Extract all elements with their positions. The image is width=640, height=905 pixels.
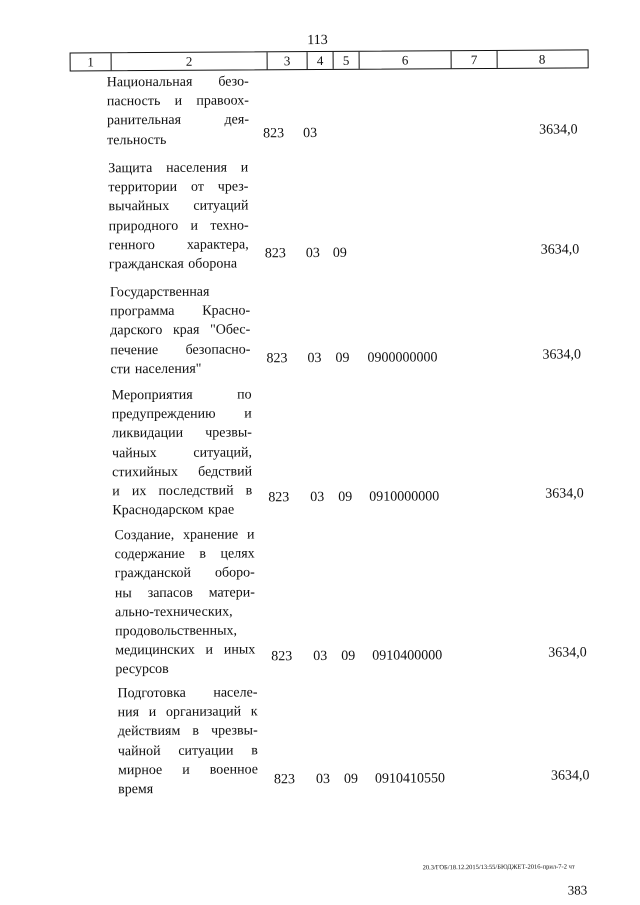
row-code: 823 (266, 351, 288, 367)
column-header-4: 4 (307, 52, 333, 69)
row-code: 823 (264, 246, 286, 262)
row-name-line: ликвидации чрезвы- (111, 425, 252, 442)
row-name-line: чайной ситуации в (117, 742, 258, 759)
table-row (0, 156, 638, 273)
row-name-line: Государственная (109, 284, 210, 301)
column-header-3: 3 (267, 52, 307, 69)
row-section: 03 (307, 350, 322, 367)
row-name-line: продовольственных, (115, 623, 238, 640)
row-name-line: Мероприятия по (111, 387, 252, 404)
row-name-line: программа Красно- (110, 303, 251, 320)
row-name (117, 683, 258, 799)
column-header-5: 5 (333, 52, 359, 69)
row-name-line: гражданская оборона (108, 256, 238, 273)
row-code: 823 (268, 490, 290, 506)
row-name-line: содержание в целях (114, 546, 255, 563)
page-number: 113 (307, 32, 328, 49)
column-header-8: 8 (497, 50, 587, 68)
row-name-line: генного характера, (108, 237, 249, 254)
row-subsection: 09 (338, 489, 353, 505)
table-header-row (70, 49, 589, 71)
row-name-line: Защита населения и (108, 160, 249, 177)
column-header-6: 6 (359, 51, 451, 69)
row-name-line: природного и техно- (108, 218, 249, 234)
column-header-2: 2 (111, 52, 267, 70)
table-row (0, 383, 640, 519)
row-name-line: ния и организаций к (117, 704, 258, 721)
row-amount: 3634,0 (550, 768, 590, 784)
table-row (0, 280, 639, 378)
row-name-line: Краснодарском крае (112, 502, 235, 519)
row-target: 0910400000 (372, 648, 443, 664)
row-name (107, 72, 249, 150)
row-code: 823 (271, 649, 293, 665)
row-name-line: ранительная дея- (106, 112, 250, 129)
row-section: 03 (313, 648, 328, 665)
column-header-1: 1 (87, 54, 94, 70)
row-name-line: время (118, 782, 154, 798)
row-name-line: сти населения" (110, 361, 202, 378)
row-name-line: гражданской оборо- (114, 565, 255, 582)
row-name-line: стихийных бедствий (112, 464, 253, 481)
row-section: 03 (305, 245, 320, 262)
row-name (112, 385, 253, 520)
row-amount: 3634,0 (539, 122, 578, 138)
row-name-line: Создание, хранение и (114, 527, 255, 544)
row-name-line: тельность (107, 132, 167, 148)
row-name-line: печение безопасно- (110, 342, 251, 358)
row-subsection: 09 (343, 771, 359, 787)
row-name-line: медицинских и иных (115, 642, 256, 659)
table-row (0, 523, 640, 678)
row-section: 03 (315, 771, 331, 788)
row-name-line: предупреждению и (111, 406, 252, 423)
row-code: 823 (273, 772, 296, 788)
row-section: 03 (310, 489, 325, 506)
row-subsection: 09 (332, 245, 347, 261)
footer-page-number: 383 (567, 882, 588, 898)
row-name (114, 525, 255, 679)
row-name (110, 282, 251, 379)
row-name-line: ально-технических, (114, 604, 233, 621)
row-name-line: территории от чрез- (108, 179, 249, 196)
row-name-line: и их последствий в (112, 483, 253, 500)
row-name-line: дарского края "Обес- (110, 322, 251, 339)
row-name-line: пасность и правоох- (106, 93, 249, 110)
row-name-line: ны запасов матери- (114, 585, 255, 601)
row-name-line: ресурсов (115, 662, 169, 678)
table-row (1, 681, 640, 798)
row-section: 03 (303, 126, 318, 142)
row-target: 0910000000 (369, 489, 440, 505)
footer-document-id: 20.3/ГОБ/18.12.2015/13:55/БЮДЖЕТ-2016-прил-7-2 чт (422, 863, 575, 872)
row-name-line: вычайных ситуаций (108, 198, 249, 215)
row-subsection: 09 (335, 350, 350, 366)
row-name-line: Национальная безо- (106, 74, 249, 91)
row-amount: 3634,0 (545, 486, 584, 502)
row-amount: 3634,0 (548, 645, 587, 661)
row-code: 823 (263, 126, 285, 142)
row-name-line: мирное и военное (117, 762, 258, 779)
row-target: 0910410550 (374, 771, 446, 787)
row-subsection: 09 (341, 648, 356, 664)
column-header-7: 7 (451, 51, 497, 68)
row-name-line: чайных ситуаций, (111, 445, 253, 461)
row-amount: 3634,0 (540, 242, 580, 258)
row-name-line: действиям в чрезвы- (117, 723, 258, 740)
row-amount: 3634,0 (542, 347, 581, 363)
row-name-line: Подготовка населе- (117, 685, 258, 702)
row-target: 0900000000 (367, 350, 438, 366)
row-name (108, 158, 249, 274)
